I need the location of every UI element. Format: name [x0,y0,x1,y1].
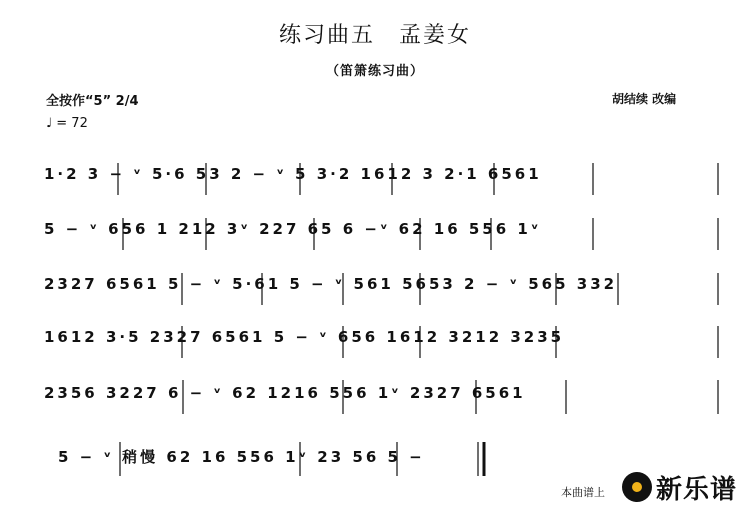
row-1-notes: 1·2 3 − ᵛ 5·6 53 2 − ᵛ 5 3·2 1612 3 2·1 6561 [44,165,542,183]
score-row-2 [0,210,750,254]
brand-name: 新乐谱 [656,474,738,505]
brand-logo[interactable] [622,470,737,504]
page-subtitle: （笛箫练习曲） [325,64,424,79]
score-row-5 [0,374,750,418]
key-signature: 全按作“5” 2/4 [46,94,139,109]
page-title: 练习曲五 孟姜女 [278,23,471,48]
score-row-3 [0,265,750,309]
row-5-notes: 2356 3227 6 − ᵛ 62 1216 556 1ᵛ 2327 6561 [44,384,526,402]
record-icon [622,472,652,502]
row-2-notes: 5 − ᵛ 656 1 212 3ᵛ 227 65 6 −ᵛ 62 16 556 1ᵛ [44,220,542,238]
tempo-value: = 72 [56,116,88,131]
quarter-note-icon: ♩ [46,116,53,131]
row-3-notes: 2327 6561 5 − ᵛ 5·61 5 − ᵛ 561 5653 2 − ᵛ 565 332 [44,275,618,293]
arranger-credit: 胡结续 改编 [612,92,677,106]
row-6-notes: 5 − ᵛ 稍慢 62 16 556 1ᵛ 23 56 5 − [58,448,425,466]
tempo-marking [46,116,88,131]
source-note: 本曲谱上 [561,486,605,499]
score-row-1 [0,155,750,199]
row-4-notes: 1612 3·5 2327 6561 5 − ᵛ 656 1612 3212 3235 [44,328,565,346]
score-row-4 [0,318,750,362]
